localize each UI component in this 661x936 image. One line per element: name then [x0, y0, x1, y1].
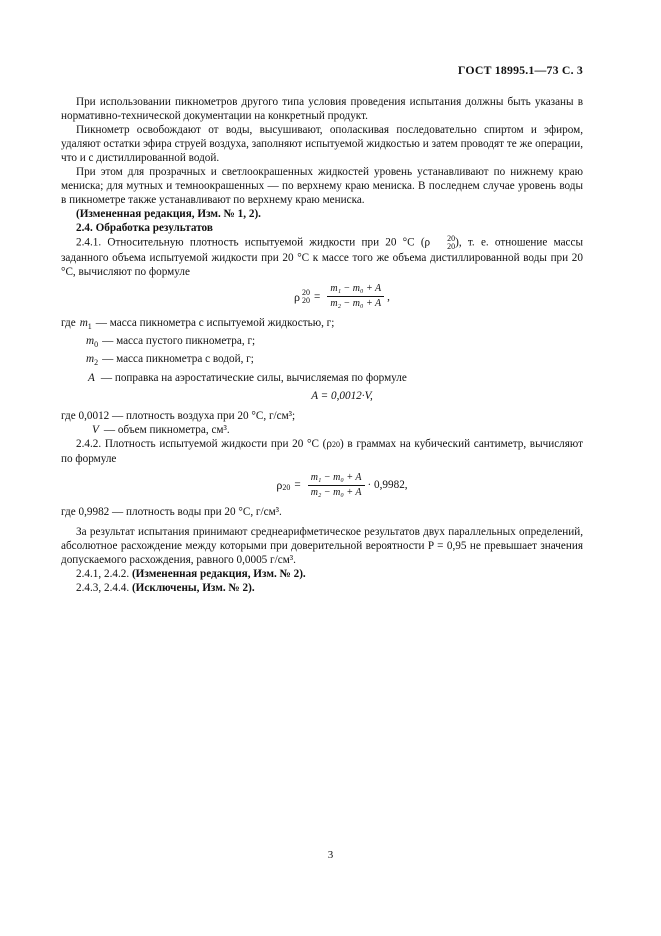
paragraph-pycnometer-type: При использовании пикнометров другого типа условия проведения испытания должны быть указаны в нормативно-технической документации на конкретный продукт. [61, 96, 583, 122]
paragraph-pycnometer-cleaning: Пикнометр освобождают от воды, высушивают, ополаскивая последовательно спиртом и эфиром, удаляют остатки эфира струей воздуха, заполняют испытуемой жидкостью и затем проводят те же операции, что и с дистиллированной водой. [61, 124, 583, 164]
rho-superscript: 20 20 [447, 234, 456, 251]
formula-density-fraction: $\frac{\text{m₁ − m₀ + A}}{\text{m₂ − m₀ + A}}$ [308, 472, 365, 499]
document-header: ГОСТ 18995.1—73 С. 3 [457, 63, 583, 77]
legend-water-density: где 0,9982 — плотность воды при 20 °С, г/см³. [61, 505, 282, 518]
legend-row-A: A — поправка на аэростатические силы, вычисляемая по формуле [88, 371, 407, 384]
page-number: 3 [327, 849, 334, 861]
formula-fraction: $\frac{\text{m₁ − m₀ + A}}{\text{m₂ − m₀ + A}}$ [327, 283, 384, 310]
legend-air-density: где 0,0012 — плотность воздуха при 20 °С, г/см³; [61, 409, 296, 422]
symbol-legend [61, 316, 583, 385]
legend-row-m0: $m_0$ — масса пустого пикнометра, г; [86, 335, 256, 350]
formula-air-correction: A = 0,0012·V, [311, 389, 373, 402]
paragraph-2-4-1: 2.4.1. Относительную плотность испытуемой жидкости при 20 °С (ρ 20 20 ), т. е. отношение массы заданного объема испытуемой жидкости при 20 °С к массе того же объема дистиллированной воды при 20 °С, вычисляют по формуле [61, 234, 583, 278]
legend-row-m1: где $m_1$ — масса пикнометра с испытуемой жидкостью, г; [61, 317, 335, 332]
amendment-note-3: 2.4.3, 2.4.4. (Исключены, Изм. № 2). [76, 581, 255, 594]
paragraph-meniscus-level: При этом для прозрачных и светлоокрашенных жидкостей уровень устанавливают по нижнему краю мениска; для мутных и темноокрашенных — по верхнему краю мениска. В последнем случае уровень воды в пикнометре также устанавливают по верхнему краю мениска. [61, 166, 583, 206]
section-heading-results: 2.4. Обработка результатов [76, 222, 213, 234]
legend-row-m2: $m_2$ — масса пикнометра с водой, г; [86, 353, 254, 368]
formula-density-rho: ρ 20 [276, 478, 291, 493]
paragraph-result: За результат испытания принимают среднеарифметическое результатов двух параллельных определений, абсолютное расхождение между которыми при доверительной вероятности P = 0,95 не превышает значения допускаемого расхождения, равного 0,0005 г/см³. [61, 525, 583, 566]
amendment-note-2: 2.4.1, 2.4.2. (Измененная редакция, Изм. № 2). [76, 567, 306, 580]
paragraph-2-4-2: 2.4.2. Плотность испытуемой жидкости при 20 °С (ρ20) в граммах на кубический сантиметр, вычисляют по формуле [61, 437, 584, 465]
legend-row-V: V — объем пикнометра, см³. [92, 423, 230, 436]
formula-relative-density: ρ 20 20 = $\frac{\text{m₁ − m₀ + A}}{\text{m₂ − m₀ + A}}$ , [294, 283, 390, 309]
formula-density: ρ 20 = $\frac{\text{m₁ − m₀ + A}}{\text{m₂ − m₀ + A}}$ · 0,9982, [276, 471, 408, 498]
document-body [61, 95, 583, 595]
amendment-note-1: (Измененная редакция, Изм. № 1, 2). [76, 208, 261, 220]
formula-rho-symbol: ρ 20 20 [294, 287, 311, 305]
